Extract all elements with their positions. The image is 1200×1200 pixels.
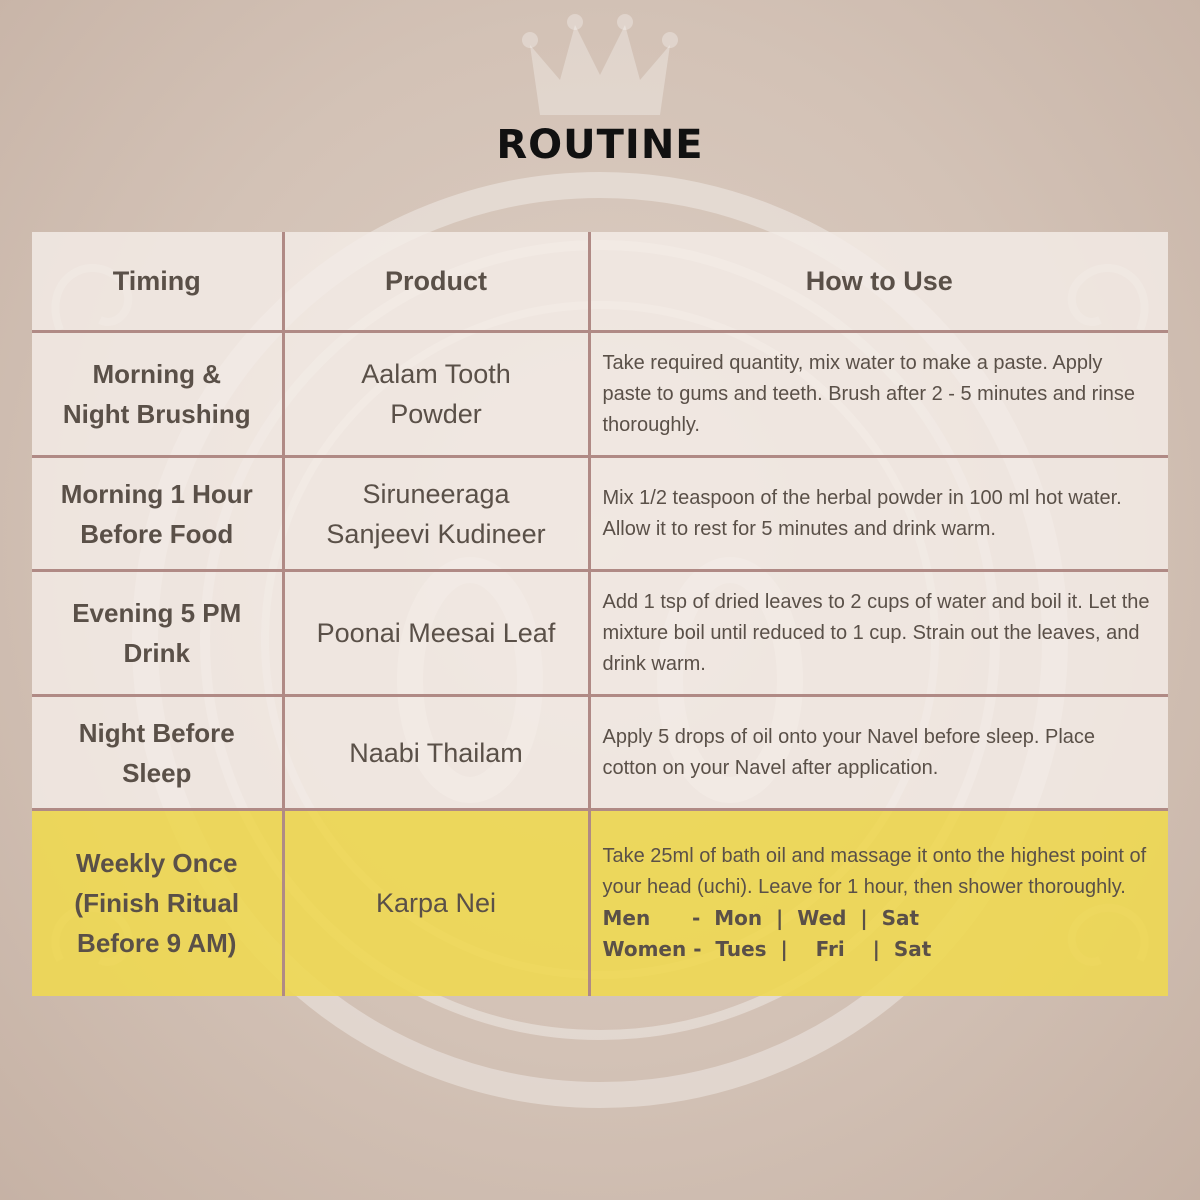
timing-cell: Night Before Sleep [32,696,283,810]
schedule-men: Men - Mon | Wed | Sat [602,906,920,931]
header-timing: Timing [32,232,283,332]
timing-cell: Weekly Once (Finish Ritual Before 9 AM) [32,810,283,996]
how-to-use-cell: Apply 5 drops of oil onto your Navel before sleep. Place cotton on your Navel after application. [589,696,1168,810]
timing-cell: Evening 5 PM Drink [32,571,283,696]
table-header-row [32,232,1168,332]
table-row [32,696,1168,810]
routine-table [32,232,1168,996]
table-row [32,457,1168,571]
header-how-to-use: How to Use [589,232,1168,332]
timing-cell: Morning 1 Hour Before Food [32,457,283,571]
table-row-highlighted [32,810,1168,996]
product-cell: Naabi Thailam [283,696,589,810]
header-product: Product [283,232,589,332]
how-to-use-text: Take 25ml of bath oil and massage it onto the highest point of your head (uchi). Leave for 1 hour, then shower thoroughly. [602,845,1147,899]
product-cell: Siruneeraga Sanjeevi Kudineer [283,457,589,571]
table-row [32,332,1168,457]
how-to-use-cell: Mix 1/2 teaspoon of the herbal powder in 100 ml hot water. Allow it to rest for 5 minutes and drink warm. [589,457,1168,571]
table-row [32,571,1168,696]
schedule-women: Women - Tues | Fri | Sat [602,937,932,962]
product-cell: Karpa Nei [283,810,589,996]
crown-icon [522,14,678,115]
page-title: ROUTINE [496,122,704,168]
product-cell: Poonai Meesai Leaf [283,571,589,696]
timing-cell: Morning & Night Brushing [32,332,283,457]
product-cell: Aalam Tooth Powder [283,332,589,457]
how-to-use-cell: Take required quantity, mix water to make a paste. Apply paste to gums and teeth. Brush after 2 - 5 minutes and rinse thoroughly. [589,332,1168,457]
how-to-use-cell [589,810,1168,996]
how-to-use-cell: Add 1 tsp of dried leaves to 2 cups of water and boil it. Let the mixture boil until reduced to 1 cup. Strain out the leaves, and drink warm. [589,571,1168,696]
